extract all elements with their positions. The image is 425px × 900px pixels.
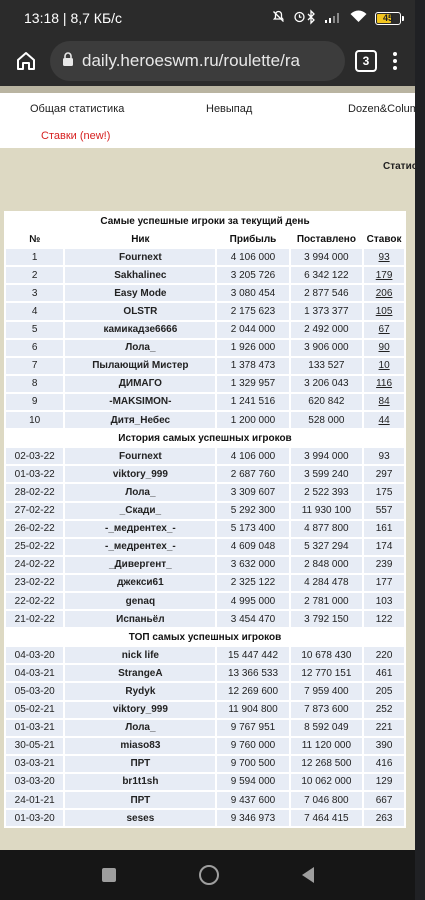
profit-cell: 2 325 122 xyxy=(217,575,288,591)
row-index-cell: 01-03-20 xyxy=(6,810,63,826)
section-title: История самых успешных игроков xyxy=(6,430,404,446)
profit-cell: 3 205 726 xyxy=(217,267,288,283)
table-row xyxy=(6,249,404,265)
row-index-cell: 21-02-22 xyxy=(6,611,63,627)
table-row xyxy=(6,738,404,754)
staked-cell: 2 877 546 xyxy=(291,285,363,301)
player-nick-link[interactable]: ПРТ xyxy=(65,756,215,772)
player-nick-link[interactable]: Дитя_Небес xyxy=(65,412,215,428)
table-row xyxy=(6,285,404,301)
staked-cell: 2 781 000 xyxy=(291,593,363,609)
bets-count-cell: 129 xyxy=(364,774,404,790)
home-button[interactable] xyxy=(199,865,219,885)
table-row xyxy=(6,702,404,718)
bets-count-cell: 220 xyxy=(364,647,404,663)
recents-button[interactable] xyxy=(102,868,116,882)
player-nick-link[interactable]: _Дивергент_ xyxy=(65,557,215,573)
bets-count-link[interactable]: 105 xyxy=(375,306,393,318)
player-nick-link[interactable]: viktory_999 xyxy=(65,466,215,482)
table-row xyxy=(6,448,404,464)
bets-count-cell: 252 xyxy=(364,702,404,718)
table-header-row xyxy=(6,231,404,247)
bets-count-cell: 122 xyxy=(364,611,404,627)
bets-count-cell: 557 xyxy=(364,503,404,519)
status-bar xyxy=(0,0,415,36)
staked-cell: 7 046 800 xyxy=(291,792,363,808)
column-header: Прибыль xyxy=(217,231,288,247)
table-row xyxy=(6,792,404,808)
row-index-cell: 26-02-22 xyxy=(6,521,63,537)
bets-count-link[interactable]: 90 xyxy=(378,342,390,354)
row-index-cell: 4 xyxy=(6,303,63,319)
profit-cell: 9 594 000 xyxy=(217,774,288,790)
bets-count-cell: 263 xyxy=(364,810,404,826)
table-row xyxy=(6,340,404,356)
row-index-cell: 2 xyxy=(6,267,63,283)
staked-cell: 7 959 400 xyxy=(291,683,363,699)
page-nav xyxy=(0,93,425,148)
table-row xyxy=(6,810,404,826)
player-nick-link[interactable]: miaso83 xyxy=(65,738,215,754)
bets-count-link[interactable]: 179 xyxy=(375,269,393,281)
back-button[interactable] xyxy=(302,867,314,883)
row-index-cell: 5 xyxy=(6,322,63,338)
player-nick-link[interactable]: камикадзе6666 xyxy=(65,322,215,338)
player-nick-link[interactable]: Лола_ xyxy=(65,484,215,500)
table-row xyxy=(6,358,404,374)
alarm-icon xyxy=(293,10,306,26)
staked-cell: 10 678 430 xyxy=(291,647,363,663)
table-row xyxy=(6,683,404,699)
row-index-cell: 02-03-22 xyxy=(6,448,63,464)
profit-cell: 4 995 000 xyxy=(217,593,288,609)
table-row xyxy=(6,665,404,681)
player-nick-link[interactable]: ПРТ xyxy=(65,792,215,808)
profit-cell: 3 454 470 xyxy=(217,611,288,627)
staked-cell: 528 000 xyxy=(291,412,363,428)
column-header: Поставлено xyxy=(291,231,363,247)
profit-cell: 9 760 000 xyxy=(217,738,288,754)
bets-count-cell: 221 xyxy=(364,720,404,736)
staked-cell: 3 994 000 xyxy=(291,448,363,464)
status-icons xyxy=(272,10,306,26)
player-nick-link[interactable]: StrangeA xyxy=(65,665,215,681)
bets-count-cell xyxy=(364,340,404,356)
player-nick-link[interactable]: Испаньёл xyxy=(65,611,215,627)
battery-level: 45 xyxy=(382,13,393,23)
row-index-cell: 27-02-22 xyxy=(6,503,63,519)
bets-count-cell xyxy=(364,267,404,283)
staked-cell: 1 373 377 xyxy=(291,303,363,319)
row-index-cell: 8 xyxy=(6,376,63,392)
staked-cell: 7 464 415 xyxy=(291,810,363,826)
table-row xyxy=(6,303,404,319)
bets-count-cell xyxy=(364,285,404,301)
staked-cell: 3 792 150 xyxy=(291,611,363,627)
system-nav-bar xyxy=(0,850,415,900)
row-index-cell: 25-02-22 xyxy=(6,539,63,555)
table-row xyxy=(6,503,404,519)
profit-cell: 9 437 600 xyxy=(217,792,288,808)
bets-count-link[interactable]: 116 xyxy=(376,378,393,390)
table-row xyxy=(6,394,404,410)
bets-count-cell: 461 xyxy=(364,665,404,681)
staked-cell: 12 268 500 xyxy=(291,756,363,772)
player-nick-link[interactable]: Easy Mode xyxy=(65,285,215,301)
profit-cell: 4 106 000 xyxy=(217,448,288,464)
table-row xyxy=(6,412,404,428)
profit-cell: 5 292 300 xyxy=(217,503,288,519)
bets-count-cell xyxy=(364,249,404,265)
system-icons xyxy=(306,10,401,27)
overflow-menu-icon[interactable] xyxy=(387,52,403,70)
row-index-cell: 10 xyxy=(6,412,63,428)
row-index-cell: 28-02-22 xyxy=(6,484,63,500)
staked-cell: 11 120 000 xyxy=(291,738,363,754)
profit-cell: 1 329 957 xyxy=(217,376,288,392)
nav-bets-new[interactable]: Ставки (new!) xyxy=(41,130,111,142)
section-title: ТОП самых успешных игроков xyxy=(6,629,404,645)
bets-count-cell: 161 xyxy=(364,521,404,537)
table-row xyxy=(6,484,404,500)
mute-icon xyxy=(272,10,285,26)
row-index-cell: 30-05-21 xyxy=(6,738,63,754)
bets-count-cell: 297 xyxy=(364,466,404,482)
table-row xyxy=(6,575,404,591)
table-row xyxy=(6,267,404,283)
bets-count-cell: 175 xyxy=(364,484,404,500)
row-index-cell: 01-03-22 xyxy=(6,466,63,482)
player-nick-link[interactable]: genaq xyxy=(65,593,215,609)
staked-cell: 6 342 122 xyxy=(291,267,363,283)
profit-cell: 11 904 800 xyxy=(217,702,288,718)
table-row xyxy=(6,539,404,555)
table-row xyxy=(6,720,404,736)
staked-cell: 133 527 xyxy=(291,358,363,374)
signal-icon xyxy=(324,11,342,26)
bets-count-link[interactable]: 10 xyxy=(378,360,390,372)
profit-cell: 4 106 000 xyxy=(217,249,288,265)
bets-count-cell: 416 xyxy=(364,756,404,772)
wifi-icon xyxy=(350,10,367,26)
web-page xyxy=(0,86,425,850)
column-header: Ник xyxy=(65,231,215,247)
bets-count-cell: 103 xyxy=(364,593,404,609)
stats-link-cut[interactable]: Статис xyxy=(383,161,418,172)
staked-cell: 10 062 000 xyxy=(291,774,363,790)
staked-cell: 2 848 000 xyxy=(291,557,363,573)
bets-count-cell: 177 xyxy=(364,575,404,591)
table-row xyxy=(6,521,404,537)
table-row xyxy=(6,647,404,663)
row-index-cell: 04-03-20 xyxy=(6,647,63,663)
profit-cell: 2 175 623 xyxy=(217,303,288,319)
staked-cell: 3 206 043 xyxy=(291,376,363,392)
table-row xyxy=(6,593,404,609)
table-row xyxy=(6,756,404,772)
staked-cell: 3 906 000 xyxy=(291,340,363,356)
staked-cell: 12 770 151 xyxy=(291,665,363,681)
row-index-cell: 9 xyxy=(6,394,63,410)
profit-cell: 2 687 760 xyxy=(217,466,288,482)
status-bar-time: 13:18 | 8,7 КБ/с xyxy=(24,10,123,26)
profit-cell: 1 378 473 xyxy=(217,358,288,374)
nav-dozen-column[interactable]: Dozen&Column xyxy=(348,103,425,115)
row-index-cell: 05-02-21 xyxy=(6,702,63,718)
staked-cell: 8 592 049 xyxy=(291,720,363,736)
bets-count-cell: 93 xyxy=(364,448,404,464)
lock-icon xyxy=(62,52,74,71)
staked-cell: 2 522 393 xyxy=(291,484,363,500)
table-row xyxy=(6,322,404,338)
profit-cell: 9 346 973 xyxy=(217,810,288,826)
profit-cell: 5 173 400 xyxy=(217,521,288,537)
home-icon[interactable] xyxy=(12,47,40,75)
staked-cell: 4 877 800 xyxy=(291,521,363,537)
player-nick-link[interactable]: -MAKSIMON- xyxy=(65,394,215,410)
profit-cell: 1 200 000 xyxy=(217,412,288,428)
row-index-cell: 7 xyxy=(6,358,63,374)
row-index-cell: 24-02-22 xyxy=(6,557,63,573)
row-index-cell: 1 xyxy=(6,249,63,265)
staked-cell: 3 599 240 xyxy=(291,466,363,482)
bets-count-link[interactable]: 84 xyxy=(378,396,390,408)
player-nick-link[interactable]: Rydyk xyxy=(65,683,215,699)
section-title: Самые успешные игроки за текущий день xyxy=(6,213,404,229)
player-nick-link[interactable]: viktory_999 xyxy=(65,702,215,718)
column-header: Ставок xyxy=(364,231,404,247)
bets-count-cell xyxy=(364,358,404,374)
player-nick-link[interactable]: -_медрентех_- xyxy=(65,539,215,555)
bets-count-link[interactable]: 93 xyxy=(378,251,390,263)
nav-nevypad[interactable]: Невыпад xyxy=(206,103,253,115)
section-title-row xyxy=(6,629,404,645)
profit-cell: 1 241 516 xyxy=(217,394,288,410)
staked-cell: 7 873 600 xyxy=(291,702,363,718)
bets-count-cell: 205 xyxy=(364,683,404,699)
profit-cell: 9 767 951 xyxy=(217,720,288,736)
battery-icon xyxy=(375,12,401,25)
staked-cell: 3 994 000 xyxy=(291,249,363,265)
row-index-cell: 22-02-22 xyxy=(6,593,63,609)
bets-count-link[interactable]: 67 xyxy=(378,324,390,336)
player-nick-link[interactable]: Fournext xyxy=(65,448,215,464)
staked-cell: 2 492 000 xyxy=(291,322,363,338)
player-nick-link[interactable]: ДИМАГО xyxy=(65,376,215,392)
browser-toolbar xyxy=(0,36,415,86)
bets-count-link[interactable]: 44 xyxy=(378,414,390,426)
row-index-cell: 03-03-21 xyxy=(6,756,63,772)
nav-general-stats[interactable]: Общая статистика xyxy=(30,103,125,115)
profit-cell: 3 080 454 xyxy=(217,285,288,301)
profit-cell: 13 366 533 xyxy=(217,665,288,681)
table-row xyxy=(6,557,404,573)
player-nick-link[interactable]: br1t1sh xyxy=(65,774,215,790)
row-index-cell: 05-03-20 xyxy=(6,683,63,699)
table-row xyxy=(6,466,404,482)
profit-cell: 3 632 000 xyxy=(217,557,288,573)
table-row xyxy=(6,611,404,627)
bets-count-cell xyxy=(364,303,404,319)
profit-cell: 2 044 000 xyxy=(217,322,288,338)
player-nick-link[interactable]: джекси61 xyxy=(65,575,215,591)
player-nick-link[interactable]: nick life xyxy=(65,647,215,663)
url-text: daily.heroeswm.ru/roulette/ra xyxy=(82,51,300,70)
bets-count-cell xyxy=(364,322,404,338)
player-nick-link[interactable]: OLSTR xyxy=(65,303,215,319)
profit-cell: 1 926 000 xyxy=(217,340,288,356)
bets-count-cell: 667 xyxy=(364,792,404,808)
profit-cell: 12 269 600 xyxy=(217,683,288,699)
bets-count-cell xyxy=(364,412,404,428)
row-index-cell: 3 xyxy=(6,285,63,301)
player-nick-link[interactable]: -_медрентех_- xyxy=(65,521,215,537)
bets-count-cell: 390 xyxy=(364,738,404,754)
row-index-cell: 04-03-21 xyxy=(6,665,63,681)
bluetooth-icon xyxy=(306,10,316,27)
tab-switcher-button[interactable]: 3 xyxy=(355,50,377,72)
row-index-cell: 23-02-22 xyxy=(6,575,63,591)
bets-count-link[interactable]: 206 xyxy=(375,287,393,299)
row-index-cell: 01-03-21 xyxy=(6,720,63,736)
staked-cell: 4 284 478 xyxy=(291,575,363,591)
profit-cell: 4 609 048 xyxy=(217,539,288,555)
section-title-row xyxy=(6,430,404,446)
table-row xyxy=(6,376,404,392)
top-band xyxy=(0,86,415,93)
profit-cell: 3 309 607 xyxy=(217,484,288,500)
row-index-cell: 24-01-21 xyxy=(6,792,63,808)
player-nick-link[interactable]: seses xyxy=(65,810,215,826)
bets-count-cell: 239 xyxy=(364,557,404,573)
profit-cell: 9 700 500 xyxy=(217,756,288,772)
row-index-cell: 6 xyxy=(6,340,63,356)
staked-cell: 620 842 xyxy=(291,394,363,410)
section-title-row xyxy=(6,213,404,229)
staked-cell: 11 930 100 xyxy=(291,503,363,519)
player-nick-link[interactable]: _Скади_ xyxy=(65,503,215,519)
row-index-cell: 03-03-20 xyxy=(6,774,63,790)
player-nick-link[interactable]: Пылающий Мистер xyxy=(65,358,215,374)
address-bar[interactable] xyxy=(50,41,345,81)
player-nick-link[interactable]: Лола_ xyxy=(65,340,215,356)
player-nick-link[interactable]: Лола_ xyxy=(65,720,215,736)
bets-count-cell xyxy=(364,394,404,410)
column-header: № xyxy=(6,231,63,247)
profit-cell: 15 447 442 xyxy=(217,647,288,663)
staked-cell: 5 327 294 xyxy=(291,539,363,555)
player-nick-link[interactable]: Fournext xyxy=(65,249,215,265)
bets-count-cell xyxy=(364,376,404,392)
bets-count-cell: 174 xyxy=(364,539,404,555)
player-nick-link[interactable]: Sakhalinec xyxy=(65,267,215,283)
table-row xyxy=(6,774,404,790)
stats-table xyxy=(4,211,406,828)
